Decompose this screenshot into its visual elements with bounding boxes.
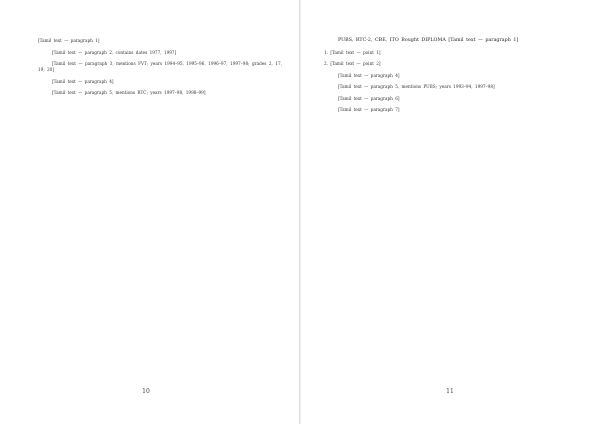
right-page-number: 11 xyxy=(446,388,454,395)
left-paragraph-2: [Tamil text — paragraph 2, contains dates 1977, 1997] xyxy=(52,49,177,55)
right-paragraph-7: [Tamil text — paragraph 7] xyxy=(338,107,400,112)
right-point-1: 1. [Tamil text — point 1] xyxy=(324,49,381,55)
left-paragraph-3: [Tamil text — paragraph 3, mentions FVT; years 1994–95, 1995–96, 1996–97, 1997–98; grades 2, 17, 19, 20] xyxy=(38,61,282,72)
right-point-2: 2. [Tamil text — point 2] xyxy=(324,61,381,66)
left-paragraph-5: [Tamil text — paragraph 5, mentions RTC; years 1997–98, 1998–99] xyxy=(52,90,206,95)
left-page-number: 10 xyxy=(142,388,150,395)
right-paragraph-1: PUBS, RTC-2, CBE, ITO Bought DIPLOMA [Tamil text — paragraph 1] xyxy=(338,38,519,43)
left-paragraph-4: [Tamil text — paragraph 4] xyxy=(52,78,114,84)
right-paragraph-4: [Tamil text — paragraph 4] xyxy=(338,72,400,78)
right-paragraph-6: [Tamil text — paragraph 6] xyxy=(338,95,400,101)
left-paragraph-1: [Tamil text — paragraph 1] xyxy=(38,38,100,43)
right-paragraph-5: [Tamil text — paragraph 5, mentions PUBS; years 1993–94, 1997–98] xyxy=(338,84,495,89)
right-page xyxy=(300,0,600,424)
